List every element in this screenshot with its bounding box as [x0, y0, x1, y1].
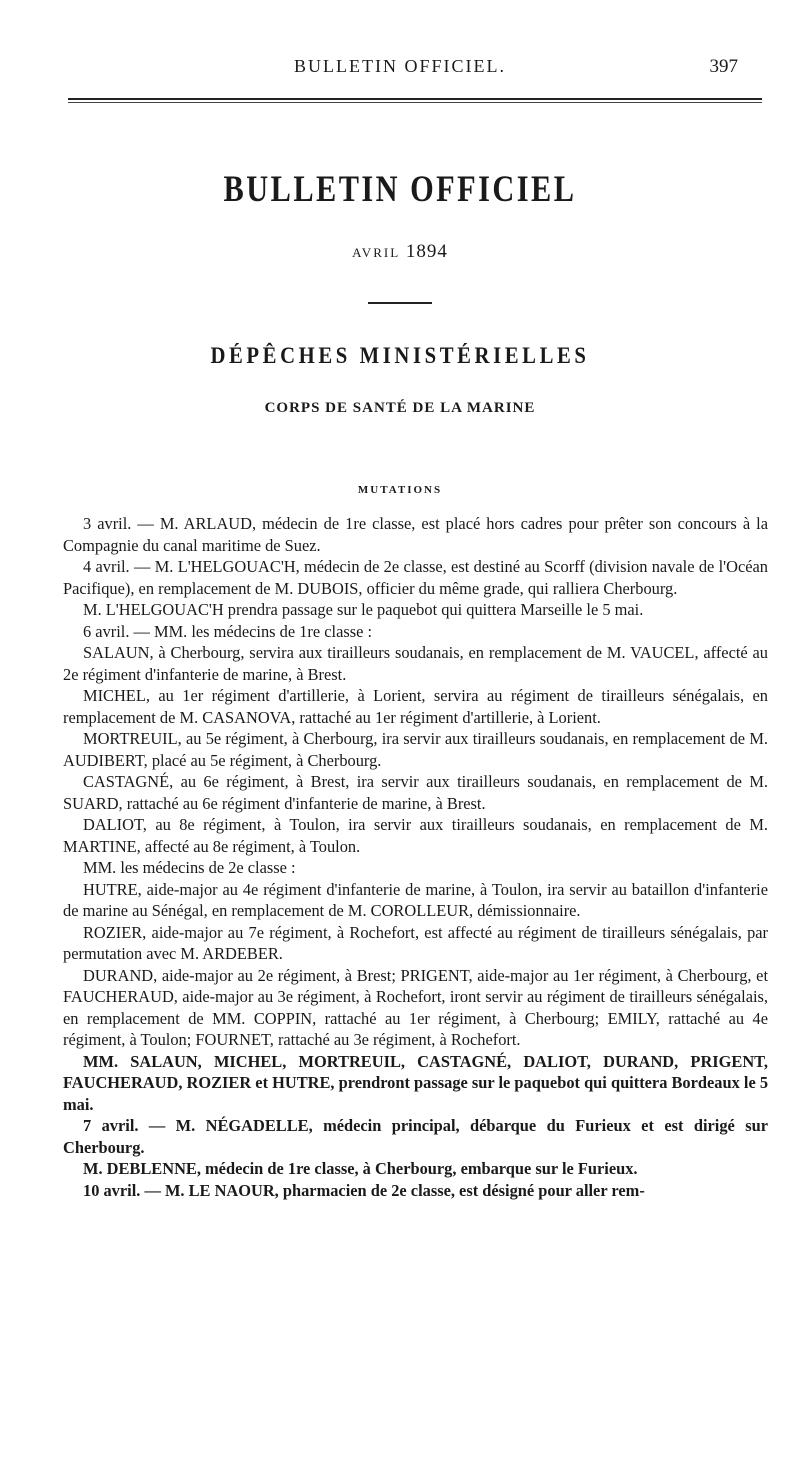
section-subtitle: CORPS DE SANTÉ DE LA MARINE: [264, 400, 536, 416]
running-title: BULLETIN OFFICIEL.: [294, 56, 506, 76]
section-title: DÉPÊCHES MINISTÉRIELLES: [210, 343, 590, 368]
paragraph: 3 avril. — M. ARLAUD, médecin de 1re classe, est placé hors cadres pour prêter son concours à la Compagnie du canal maritime de Suez.: [63, 514, 768, 555]
issue-year: 1894: [405, 241, 448, 262]
paragraph: 4 avril. — M. L'HELGOUAC'H, médecin de 2e classe, est destiné au Scorff (division navale de l'Océan Pacifique), en remplacement de M. DUBOIS, officier du même grade, qui ralliera Cherbourg.: [63, 557, 768, 598]
header-rule: [68, 98, 762, 103]
paragraph: MM. les médecins de 2e classe :: [83, 858, 296, 877]
issue-month: AVRIL: [352, 245, 401, 260]
paragraph: 7 avril. — M. NÉGADELLE, médecin principal, débarque du Furieux et est dirigé sur Cherbourg.: [63, 1116, 768, 1157]
paragraph: HUTRE, aide-major au 4e régiment d'infanterie de marine, à Toulon, ira servir au bataillon d'infanterie de marine au Sénégal, en remplacement de M. COROLLEUR, démissionnaire.: [63, 879, 768, 920]
body-text: [63, 513, 768, 1201]
paragraph: DURAND, aide-major au 2e régiment, à Brest; PRIGENT, aide-major au 1er régiment, à Cherbourg, et FAUCHERAUD, aide-major au 3e régiment, à Rochefort, iront servir au régiment de tirailleurs sénégalais, en remplacement de MM. COPPIN, rattaché au 1er régiment, à Cherbourg; EMILY, rattaché au 4e régiment, à Toulon; FOURNET, rattaché au 3e régiment, à Rochefort.: [63, 965, 768, 1049]
paragraph: MORTREUIL, au 5e régiment, à Cherbourg, ira servir aux tirailleurs soudanais, en remplacement de M. AUDIBERT, placé au 5e régiment, à Cherbourg.: [63, 729, 768, 770]
section-subsubtitle: MUTATIONS: [357, 484, 443, 496]
issue-date: [0, 241, 800, 263]
paragraph: M. L'HELGOUAC'H prendra passage sur le paquebot qui quittera Marseille le 5 mai.: [83, 600, 644, 619]
paragraph: MICHEL, au 1er régiment d'artillerie, à Lorient, servira au régiment de tirailleurs sénégalais, en remplacement de M. CASANOVA, rattaché au 1er régiment d'artillerie, à Lorient.: [63, 686, 768, 727]
document-title: BULLETIN OFFICIEL: [223, 169, 577, 210]
paragraph: DALIOT, au 8e régiment, à Toulon, ira servir aux tirailleurs soudanais, en remplacement de M. MARTINE, affecté au 8e régiment, à Toulon.: [63, 815, 768, 856]
paragraph: 10 avril. — M. LE NAOUR, pharmacien de 2e classe, est désigné pour aller rem-: [83, 1180, 645, 1200]
paragraph: SALAUN, à Cherbourg, servira aux tirailleurs soudanais, en remplacement de M. VAUCEL, affecté au 2e régiment d'infanterie de marine, à Brest.: [63, 643, 768, 684]
paragraph: ROZIER, aide-major au 7e régiment, à Rochefort, est affecté au régiment de tirailleurs sénégalais, par permutation avec M. ARDEBER.: [63, 922, 768, 963]
paragraph: CASTAGNÉ, au 6e régiment, à Brest, ira servir aux tirailleurs soudanais, en remplacement de M. SUARD, rattaché au 6e régiment d'infanterie de marine, à Brest.: [63, 772, 768, 813]
paragraph: 6 avril. — MM. les médecins de 1re classe :: [83, 621, 373, 641]
paragraph: M. DEBLENNE, médecin de 1re classe, à Cherbourg, embarque sur le Furieux.: [83, 1159, 638, 1178]
page-number: 397: [709, 56, 738, 77]
paragraph: MM. SALAUN, MICHEL, MORTREUIL, CASTAGNÉ, DALIOT, DURAND, PRIGENT, FAUCHERAUD, ROZIER et HUTRE, prendront passage sur le paquebot qui quittera Bordeaux le 5 mai.: [63, 1051, 769, 1114]
title-divider: [368, 302, 432, 304]
running-head: [0, 56, 800, 86]
